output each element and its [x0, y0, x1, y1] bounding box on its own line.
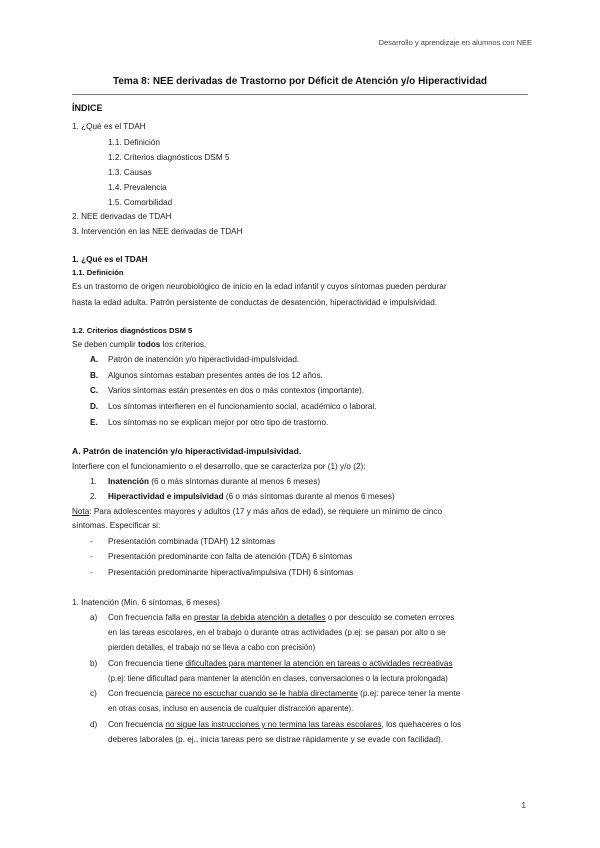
index-item: 2. NEE derivadas de TDAH [72, 212, 172, 221]
symptom-line: (p.ej: tiene dificultad para mantener la atención en clases, conversaciones o la lectura prolongada) [108, 674, 448, 683]
criteria-text: Algunos síntomas estaban presentes antes de los 12 años. [108, 371, 323, 380]
symptom-line: Con frecuencia parece no escuchar cuando se le habla directamente (p.ej: parece tener la mente [108, 689, 461, 698]
criteria-text: Los síntomas no se explican mejor por otro tipo de trastorno. [108, 418, 329, 427]
list-letter: a) [90, 613, 98, 622]
symptom-line: en las tareas escolares, en el trabajo o durante otras actividades (p.ej: se pasan por alto o se [108, 628, 446, 637]
symptom-line: Con frecuencia falla en prestar la debida atención a detalles o por descuido se cometen errores [108, 613, 455, 622]
list-letter: c) [90, 689, 97, 698]
subsection-heading: 1. Inatención (Min. 6 síntomas, 6 meses) [72, 598, 220, 607]
section-heading: A. Patrón de inatención y/o hiperactividad-impulsividad. [72, 446, 302, 456]
page-number: 1 [521, 801, 526, 810]
criteria-text: Los síntomas interfieren en el funcionamiento social, académico o laboral. [108, 402, 377, 411]
note-line: síntomas. Especificar si: [72, 521, 161, 530]
index-item: 1.1. Definición [108, 138, 160, 147]
symptom-line: Con frecuencia tiene dificultades para mantener la atención en tareas o actividades recreativas [108, 659, 453, 668]
symptom-line: deberes laborales (p. ej., inicia tareas pero se distrae rápidamente y se evade con facilidad). [108, 735, 443, 744]
paragraph-line: hasta la edad adulta. Patrón persistente de conductas de desatención, hiperactividad e impulsividad. [72, 298, 438, 307]
subsection-heading: 1.1. Definición [72, 268, 124, 277]
note-line: Nota: Para adolescentes mayores y adultos (17 y más años de edad), se requiere un mínimo de cinco [72, 507, 443, 516]
page-title: Tema 8: NEE derivadas de Trastorno por Déficit de Atención y/o Hiperactividad [113, 76, 487, 87]
criteria-intro: Se deben cumplir todos los criterios. [72, 340, 207, 349]
criteria-letter: A. [90, 355, 99, 364]
index-item: 3. Intervención en las NEE derivadas de TDAH [72, 227, 243, 236]
symptom-line: Con frecuencia no sigue las instrucciones y no termina las tareas escolares, los quehaceres o los [108, 720, 462, 729]
symptom-line: en otras cosas, incluso en ausencia de cualquier distracción aparente). [108, 704, 354, 713]
dash-bullet: - [90, 537, 93, 546]
dash-bullet: - [90, 568, 93, 577]
dash-bullet: - [90, 552, 93, 561]
section-heading: 1. ¿Qué es el TDAH [72, 255, 148, 264]
criteria-letter: D. [90, 402, 99, 411]
title-divider [72, 94, 528, 95]
list-number: 1. [90, 477, 97, 486]
list-item: Inatención (6 o más síntomas durante al menos 6 meses) [108, 477, 321, 486]
symptom-line: pierden detalles, el trabajo no se lleva a cabo con precisión) [108, 643, 316, 652]
running-header: Desarrollo y aprendizaje en alumnos con NEE [378, 38, 532, 47]
criteria-text: Varios síntomas están presentes en dos o más contextos (importante). [108, 386, 365, 395]
list-letter: b) [90, 659, 98, 668]
presentation-item: Presentación predominante hiperactiva/impulsiva (TDH) 6 síntomas [108, 568, 354, 577]
criteria-text: Patrón de inatención y/o hiperactividad-impulsividad. [108, 355, 300, 364]
paragraph-line: Es un trastorno de origen neurobiológico de inicio en la edad infantil y cuyos síntomas pueden perdurar [72, 282, 447, 291]
list-letter: d) [90, 720, 98, 729]
index-item: 1. ¿Qué es el TDAH [72, 122, 146, 131]
criteria-letter: C. [90, 386, 99, 395]
list-item: Hiperactividad e impulsividad (6 o más síntomas durante al menos 6 meses) [108, 492, 395, 501]
index-item: 1.5. Comorbilidad [108, 198, 173, 207]
index-item: 1.3. Causas [108, 168, 152, 177]
criteria-letter: E. [90, 418, 98, 427]
index-item: 1.4. Prevalencia [108, 183, 167, 192]
paragraph-line: Interfiere con el funcionamiento o el desarrollo, que se caracteriza por (1) y/o (2): [72, 462, 366, 471]
presentation-item: Presentación combinada (TDAH) 12 síntomas [108, 537, 276, 546]
criteria-letter: B. [90, 371, 99, 380]
subsection-heading: 1.2. Criterios diagnósticos DSM 5 [72, 326, 193, 335]
index-item: 1.2. Criterios diagnósticos DSM 5 [108, 153, 230, 162]
index-heading: ÍNDICE [72, 103, 103, 113]
list-number: 2. [90, 492, 97, 501]
presentation-item: Presentación predominante con falta de atención (TDA) 6 síntomas [108, 552, 353, 561]
